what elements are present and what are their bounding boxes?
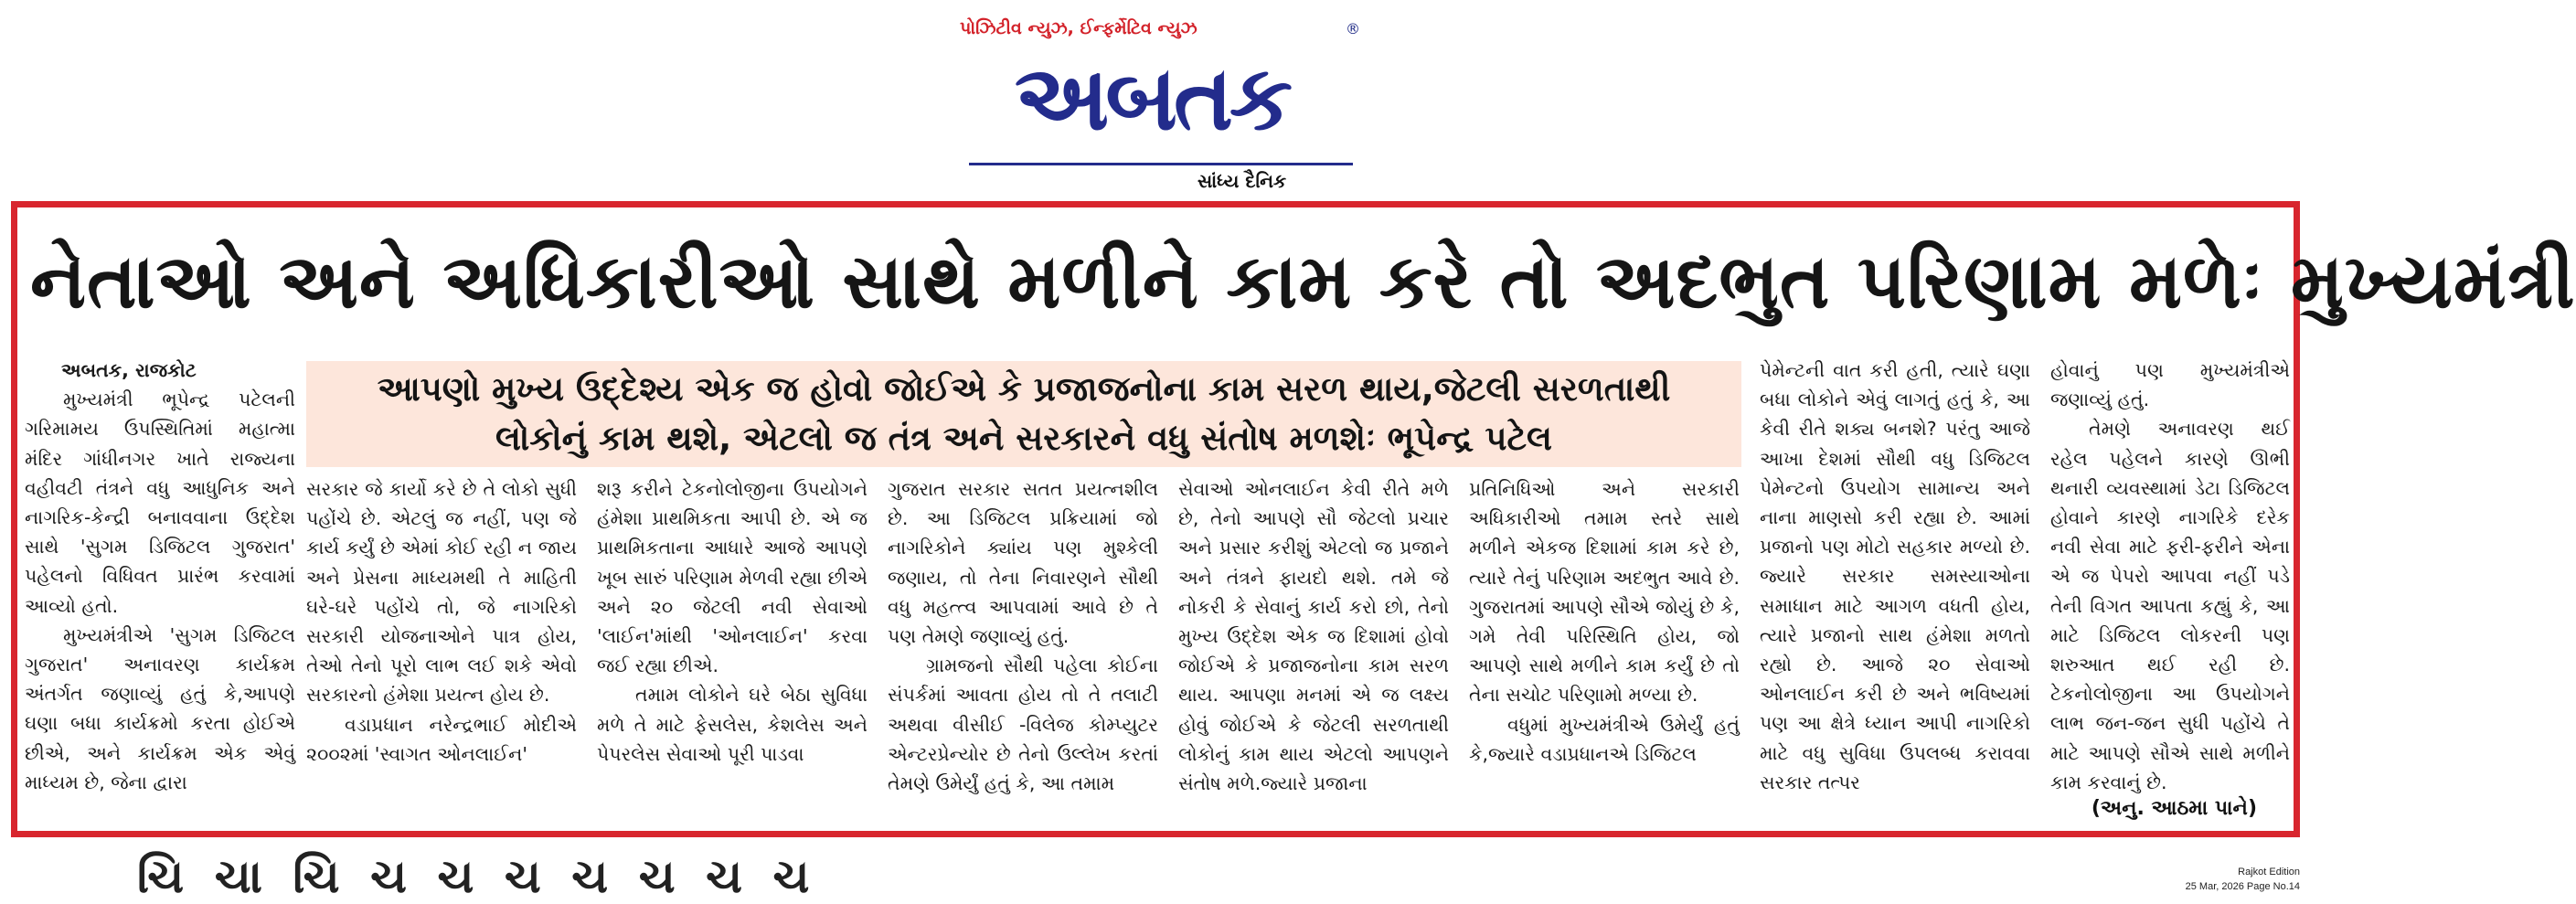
paragraph: ગ્રામજનો સૌથી પહેલા કોઈના સંપર્કમાં આવતા હોય તો તે તલાટી અથવા વીસીઈ -વિલેજ કોમ્પ્યુટર એન્ટરપ્રેન્યોર છે તેનો ઉલ્લેખ કરતાં તેમણે ઉમેર્યું હતું કે, આ તમામ xyxy=(888,654,1158,795)
paragraph: હોવાનું પણ મુખ્યમંત્રીએ જણાવ્યું હતું. xyxy=(2050,359,2290,411)
newspaper-logo: અબતક xyxy=(1014,47,1290,151)
paragraph: વડાપ્રધાન નરેન્દ્રભાઈ મોદીએ ૨૦૦૨માં 'સ્વાગત ઓનલાઈન' xyxy=(306,713,577,765)
pull-quote xyxy=(306,361,1741,467)
article-column-1 xyxy=(25,356,295,831)
below-fold-headline: ચિ ચા ચિ ચ ચ ચ ચ ચ ચ ચ xyxy=(137,850,817,903)
paragraph: પેમેન્ટની વાત કરી હતી, ત્યારે ઘણા બધા લોકોને એવું લાગતું હતું કે, આ કેવી રીતે શક્ય બનશે? પરંતુ આજે આખા દેશમાં સૌથી વધુ ડિજિટલ પેમેન્ટનો ઉપયોગ સામાન્ય અને નાના માણસો કરી રહ્યા છે. આમાં પ્રજાનો પણ મોટો સહકાર મળ્યો છે. જ્યારે સરકાર સમસ્યાઓના સમાધાન માટે આગળ વધતી હોય, ત્યારે પ્રજાનો સાથ હંમેશા મળતો રહ્યો છે. આજે ૨૦ સેવાઓ ઓનલાઈન કરી છે અને ભવિષ્યમાં પણ આ ક્ષેત્રે ધ્યાન આપી નાગરિકો માટે વધુ સુવિધા ઉપલબ્ધ કરાવવા સરકાર તત્પર xyxy=(1760,359,2030,793)
edition-name: Rajkot Edition xyxy=(2238,867,2300,877)
paragraph: સરકાર જે કાર્યો કરે છે તે લોકો સુધી પહોંચે છે. એટલું જ નહીં, પણ જે કાર્ય કર્યું છે એમાં કોઈ રહી ન જાય અને પ્રેસના માધ્યમથી તે માહિતી ઘરે-ઘરે પહોંચે તો, જે નાગરિકો સરકારી યોજનાઓને પાત્ર હોય, તેઓ તેનો પૂરો લાભ લઈ શકે એવો સરકારનો હંમેશા પ્રયત્ન હોય છે. xyxy=(306,478,577,707)
below-fold-strip xyxy=(0,839,2316,903)
dateline: અબતક, રાજકોટ xyxy=(61,359,197,381)
article-column-6 xyxy=(1469,474,1740,831)
article-column-4 xyxy=(888,474,1158,831)
masthead-subtitle: સાંધ્ય દૈનિક xyxy=(1198,170,1287,192)
paragraph: તમામ લોકોને ઘરે બેઠા સુવિધા મળે તે માટે ફેસલેસ, કેશલેસ અને પેપરલેસ સેવાઓ પૂરી પાડવા xyxy=(597,684,868,765)
paragraph: શરૂ કરીને ટેકનોલોજીના ઉપયોગને હંમેશા પ્રાથમિકતા આપી છે. એ જ પ્રાથમિકતાના આધારે આજે આપણે ખૂબ સારું પરિણામ મેળવી રહ્યા છીએ અને ૨૦ જેટલી નવી સેવાઓ 'લાઈન'માંથી 'ઓનલાઈન' કરવા જઈ રહ્યા છીએ. xyxy=(597,478,868,677)
article-column-8 xyxy=(2050,356,2290,803)
paragraph: મુખ્યમંત્રી ભૂપેન્દ્ર પટેલની ગરિમામય ઉપસ્થિતિમાં મહાત્મા મંદિર ગાંધીનગર ખાતે રાજ્યના વહીવટી તંત્રને વધુ આધુનિક અને નાગરિક-કેન્દ્રી બનાવવાના ઉદ્દેશ સાથે 'સુગમ ડિજિટલ ગુજરાત' પહેલનો વિધિવત પ્રારંભ કરવામાં આવ્યો હતો. xyxy=(25,388,295,617)
paragraph: વધુમાં મુખ્યમંત્રીએ ઉમેર્યું હતું કે,જ્યારે વડાપ્રધાનએ ડિજિટલ xyxy=(1469,713,1740,765)
masthead-tagline: પોઝિટીવ ન્યુઝ, ઈન્ફર્મેટિવ ન્યુઝ xyxy=(960,18,1198,38)
article-column-5 xyxy=(1178,474,1449,831)
paragraph: ગુજરાત સરકાર સતત પ્રયત્નશીલ છે. આ ડિજિટલ પ્રક્રિયામાં જો નાગરિકોને ક્યાંય પણ મુશ્કેલી જણાય, તો તેના નિવારણને સૌથી વધુ મહત્ત્વ આપવામાં આવે છે તે પણ તેમણે જણાવ્યું હતું. xyxy=(888,478,1158,648)
pull-quote-line-1: આપણો મુખ્ય ઉદ્દેશ્ય એક જ હોવો જોઈએ કે પ્રજાજનોના કામ સરળ થાય,જેટલી સરળતાથી xyxy=(377,369,1671,409)
registered-mark: ® xyxy=(1346,20,1360,37)
article-frame xyxy=(11,201,2576,837)
edition-info xyxy=(2186,865,2300,894)
masthead-rule xyxy=(969,163,1353,165)
paragraph: તેમણે અનાવરણ થઈ રહેલ પહેલને કારણે ઊભી થનારી વ્યવસ્થામાં ડેટા ડિજિટલ હોવાને કારણે નાગરિકે દરેક નવી સેવા માટે ફરી-ફરીને એના એ જ પેપરો આપવા નહીં પડે તેની વિગત આપતા કહ્યું કે, આ માટે ડિજિટલ લોકરની પણ શરુઆત થઈ રહી છે. ટેકનોલોજીના આ ઉપયોગને લાભ જન-જન સુધી પહોંચે તે માટે આપણે સૌએ સાથે મળીને કામ કરવાનું છે. xyxy=(2050,418,2290,793)
pull-quote-text xyxy=(306,361,1741,463)
article-column-2 xyxy=(306,474,577,831)
article-column-7 xyxy=(1760,356,2030,831)
edition-date-page: 25 Mar, 2026 Page No.14 xyxy=(2185,881,2300,892)
paragraph: સેવાઓ ઓનલાઈન કેવી રીતે મળે છે, તેનો આપણે સૌ જેટલો પ્રચાર અને પ્રસાર કરીશું એટલો જ પ્રજાને અને તંત્રને ફાયદો થશે. તમે જે નોકરી કે સેવાનું કાર્ય કરો છો, તેનો મુખ્ય ઉદ્દેશ એક જ દિશામાં હોવો જોઈએ કે પ્રજાજનોના કામ સરળ થાય. આપણા મનમાં એ જ લક્ષ્ય હોવું જોઈએ કે જેટલી સરળતાથી લોકોનું કામ થાય એટલો આપણને સંતોષ મળે.જ્યારે પ્રજાના xyxy=(1178,478,1449,795)
article-column-3 xyxy=(597,474,868,831)
paragraph: મુખ્યમંત્રીએ 'સુગમ ડિજિટલ ગુજરાત' અનાવરણ કાર્યક્રમ અંતર્ગત જણાવ્યું હતું કે,આપણે ઘણા બધા કાર્યક્રમો કરતા હોઈએ છીએ, અને કાર્યક્રમ એક એવું માધ્યમ છે, જેના દ્વારા xyxy=(25,623,295,793)
continued-note: (અનુ. આઠમા પાને) xyxy=(2091,797,2257,820)
paragraph: પ્રતિનિધિઓ અને સરકારી અધિકારીઓ તમામ સ્તરે સાથે મળીને એકજ દિશામાં કામ કરે છે, ત્યારે તેનું પરિણામ અદભુત આવે છે. ગુજરાતમાં આપણે સૌએ જોયું છે કે, ગમે તેવી પરિસ્થિતિ હોય, જો આપણે સાથે મળીને કામ કર્યું છે તો તેના સચોટ પરિણામો મળ્યા છે. xyxy=(1469,478,1740,707)
masthead xyxy=(951,16,1371,190)
article-headline: નેતાઓ અને અધિકારીઓ સાથે મળીને કામ કરે તો અદભુત પરિણામ મળેઃ મુખ્યમંત્રી xyxy=(30,239,2576,325)
pull-quote-line-2: લોકોનું કામ થશે, એટલો જ તંત્ર અને સરકારને વધુ સંતોષ મળશેઃ ભૂપેન્દ્ર પટેલ xyxy=(495,419,1552,458)
